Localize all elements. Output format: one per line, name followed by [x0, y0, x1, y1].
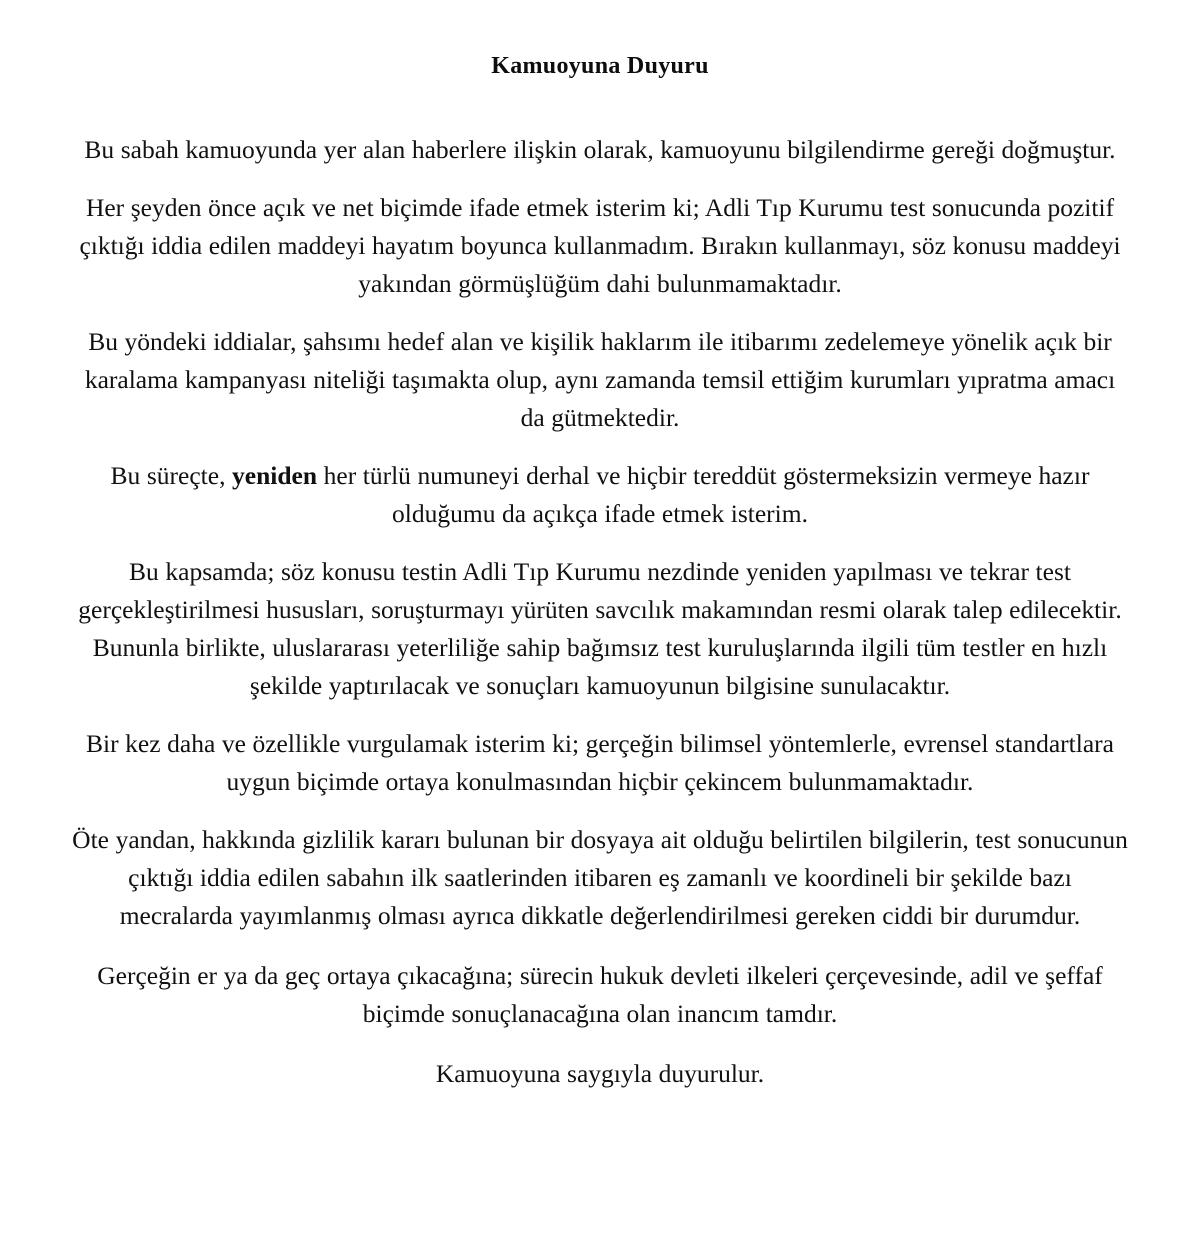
- paragraph-1: Bu sabah kamuoyunda yer alan haberlere ilişkin olarak, kamuoyunu bilgilendirme gereği doğmuştur.: [84, 135, 1116, 164]
- paragraph-6: Bununla birlikte, uluslararası yeterliliğe sahip bağımsız test kuruluşlarında ilgili tüm testler en hızlı şekilde yaptırılacak ve sonuçları kamuoyunun bilgisine sunulacaktır.: [92, 633, 1108, 700]
- paragraph-8: Öte yandan, hakkında gizlilik kararı bulunan bir dosyaya ait olduğu belirtilen bilgilerin, test sonucunun çıktığı iddia edilen sabahın ilk saatlerinden itibaren eş zamanlı ve koordineli bir şekilde bazı mecralarda yayımlanmış olması ayrıca dikkatle değerlendirilmesi gereken ciddi bir durumdur.: [72, 825, 1128, 930]
- paragraph-4-emphasis: yeniden: [232, 461, 318, 490]
- paragraph-4: [72, 457, 1128, 533]
- page-title: [0, 0, 1200, 81]
- paragraph-7: Bir kez daha ve özellikle vurgulamak isterim ki; gerçeğin bilimsel yöntemlerle, evrensel standartlara uygun biçimde ortaya konulmasından hiçbir çekincem bulunmamaktadır.: [86, 729, 1114, 796]
- document-body: [72, 81, 1128, 1093]
- page-title-text: Kamuoyuna Duyuru: [491, 53, 709, 79]
- paragraph-3: Bu yöndeki iddialar, şahsımı hedef alan ve kişilik haklarım ile itibarımı zedelemeye yönelik açık bir karalama kampanyası niteliği taşımakta olup, aynı zamanda temsil ettiğim kurumları yıpratma amacı da gütmektedir.: [84, 327, 1116, 432]
- paragraph-5: Bu kapsamda; söz konusu testin Adli Tıp Kurumu nezdinde yeniden yapılması ve tekrar test gerçekleştirilmesi hususları, soruşturmayı yürüten savcılık makamından resmi olarak talep edilecektir.: [78, 557, 1122, 624]
- paragraph-closing-salutation: Kamuoyuna saygıyla duyurulur.: [435, 1059, 765, 1088]
- paragraph-2: Her şeyden önce açık ve net biçimde ifade etmek isterim ki; Adli Tıp Kurumu test sonucunda pozitif çıktığı iddia edilen maddeyi hayatım boyunca kullanmadım. Bırakın kullanmayı, söz konusu maddeyi yakından görmüşlüğüm dahi bulunmamaktadır.: [79, 193, 1121, 298]
- paragraph-4-tail: her türlü numuneyi derhal ve hiçbir tereddüt göstermeksizin vermeye hazır olduğumu da açıkça ifade etmek isterim.: [317, 461, 1090, 528]
- paragraph-4-lead: Bu süreçte,: [110, 461, 233, 490]
- paragraph-9: Gerçeğin er ya da geç ortaya çıkacağına; sürecin hukuk devleti ilkeleri çerçevesinde, adil ve şeffaf biçimde sonuçlanacağına olan inancım tamdır.: [97, 961, 1103, 1028]
